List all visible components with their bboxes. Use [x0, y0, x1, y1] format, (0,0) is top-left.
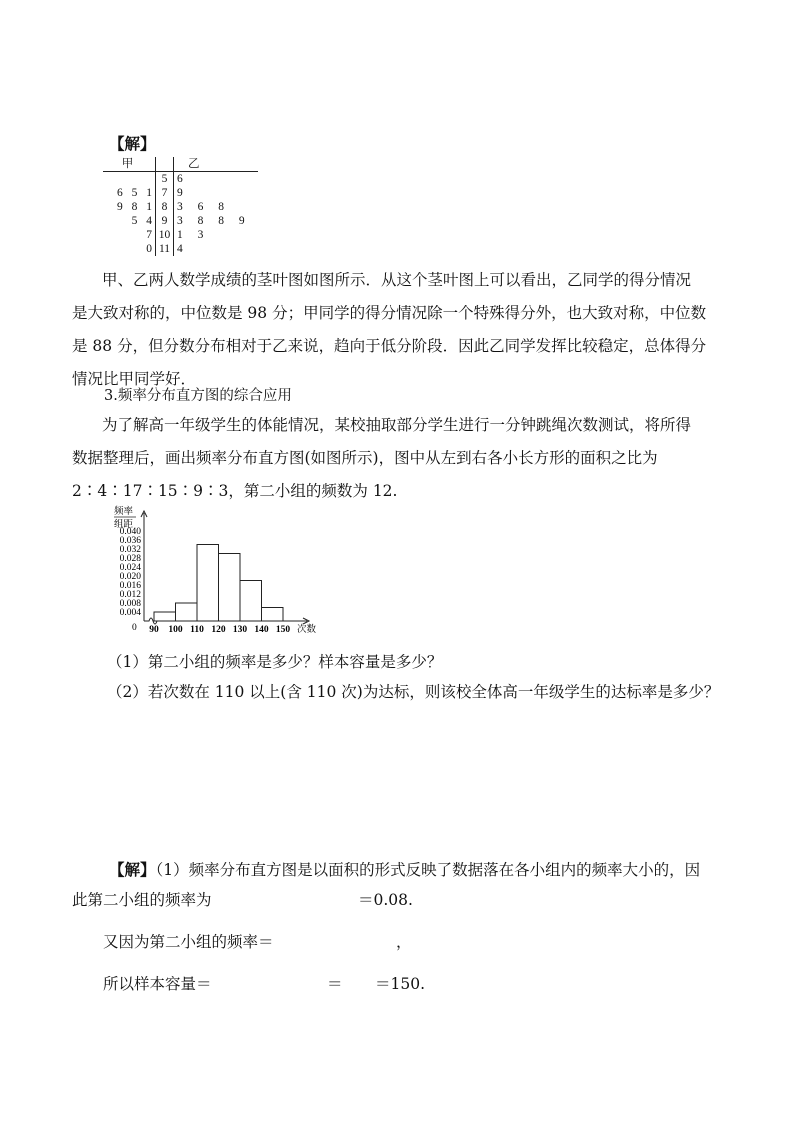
stemleaf-left-title: 甲	[103, 157, 156, 172]
x-tick-label: 150	[275, 625, 291, 635]
histogram-bar	[240, 581, 262, 622]
answer-line-1	[109, 853, 700, 887]
answer-label: 【解】	[109, 860, 156, 879]
stemleaf-row: 5 4 9 3 8 8 9	[131, 215, 251, 227]
x-tick-label: 140	[254, 625, 269, 635]
text-line: 甲、乙两人数学成绩的茎叶图如图所示．从这个茎叶图上可以看出，乙同学的得分情况	[102, 271, 692, 289]
text-line: 数据整理后，画出频率分布直方图(如图所示)，图中从左到右各小长方形的面积之比为	[72, 449, 658, 467]
question-1: （1）第二小组的频率是多少？样本容量是多少？	[107, 653, 443, 671]
stemleaf-right-title: 乙	[174, 157, 259, 172]
frequency-histogram	[100, 505, 340, 635]
y-tick-label: 0.004	[119, 608, 141, 618]
histogram-bar	[262, 608, 284, 622]
text-line: 为了解高一年级学生的体能情况，某校抽取部分学生进行一分钟跳绳次数测试，将所得	[102, 416, 692, 434]
problem-statement	[72, 409, 691, 508]
y-tick-label: 0.016	[119, 581, 141, 591]
answer-line-3: 又因为第二小组的频率＝	[103, 933, 274, 951]
x-tick-label: 110	[190, 625, 204, 635]
stemleaf-row: 5 6	[103, 172, 258, 187]
stem-leaf-plot	[103, 157, 258, 256]
y-tick-label: 0.012	[119, 590, 141, 600]
stemleaf-row: 6 5 1 7 9	[117, 187, 189, 199]
answer-line-2-value: ＝0.08.	[358, 891, 413, 909]
y-tick-label: 0.040	[119, 527, 141, 537]
stemleaf-row: 7 10 1 3	[146, 229, 210, 241]
x-tick-label: 100	[168, 625, 183, 635]
histogram-bar	[197, 545, 219, 622]
x-tick-label: 120	[211, 625, 226, 635]
text-line: 是 88 分，但分数分布相对于乙来说，趋向于低分阶段．因此乙同学发挥比较稳定，总体得分	[72, 337, 707, 355]
x-axis-label: 次数	[297, 625, 317, 635]
y-tick-label: 0.028	[119, 554, 141, 564]
text-line: 是大致对称的，中位数是 98 分；甲同学的得分情况除一个特殊得分外，也大致对称，中位数	[72, 304, 707, 322]
stemleaf-row: 0 11 4	[146, 243, 189, 255]
y-tick-label: 0.020	[119, 572, 141, 582]
text-line: 情况比甲同学好．	[72, 370, 197, 388]
answer-line-4-eq: ＝	[327, 975, 343, 993]
answer-line-4-value: ＝150.	[375, 975, 426, 993]
question-2: （2）若次数在 110 以上(含 110 次)为达标，则该校全体高一年级学生的达标率是多少？	[107, 683, 720, 701]
solution-heading: 【解】	[109, 134, 156, 153]
text-line: 2∶4∶17∶15∶9∶3，第二小组的频数为 12.	[72, 482, 398, 500]
histogram-bar	[154, 612, 176, 621]
origin-label: 0	[132, 623, 137, 633]
answer-line-4: 所以样本容量＝	[103, 975, 212, 993]
section-title: 3.频率分布直方图的综合应用	[104, 388, 292, 404]
y-tick-label: 0.008	[119, 599, 141, 609]
histogram-bar	[176, 603, 198, 621]
y-tick-label: 0.024	[119, 563, 141, 573]
stemleaf-row: 9 8 1 8 3 6 8	[117, 201, 230, 213]
y-tick-label: 0.036	[119, 536, 141, 546]
histogram-bar	[219, 554, 241, 622]
answer-text: （1）频率分布直方图是以面积的形式反映了数据落在各小组内的频率大小的，因	[155, 861, 701, 879]
y-axis-label-bottom: 组距	[114, 520, 134, 530]
answer-line-3-tail: ，	[396, 933, 412, 951]
analysis-paragraph	[72, 264, 706, 396]
x-tick-label: 130	[232, 625, 248, 635]
x-tick-label: 90	[149, 625, 159, 635]
y-axis-label-top: 频率	[114, 507, 134, 517]
answer-line-2: 此第二小组的频率为	[72, 891, 212, 909]
y-tick-label: 0.032	[119, 545, 141, 555]
